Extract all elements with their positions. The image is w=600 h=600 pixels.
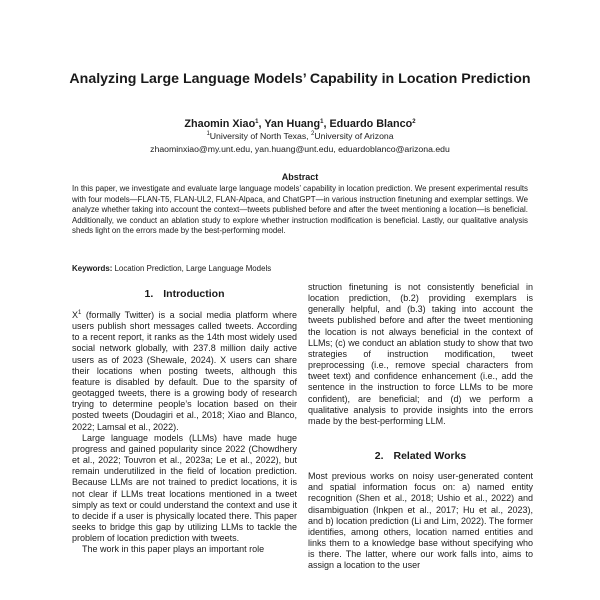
section-heading-introduction [72, 287, 297, 301]
abstract-heading: Abstract [281, 172, 319, 182]
author-name: Zhaomin Xiao [184, 118, 256, 130]
section-number: 1. [144, 288, 154, 300]
left-column [72, 282, 297, 555]
affiliations [60, 131, 540, 142]
intro-x-word: X [72, 310, 79, 320]
keywords-text: Location Prediction, Large Language Models [114, 264, 272, 273]
section-heading-related-works [308, 449, 533, 463]
affiliation-2: University of Arizona [314, 131, 394, 141]
author-name: Yan Huang [264, 118, 321, 130]
intro-paragraph-3: The work in this paper plays an important role [82, 544, 265, 555]
affiliation-1: University of North Texas, [209, 131, 309, 141]
paper-title: Analyzing Large Language Models’ Capability in Location Prediction [69, 71, 531, 87]
author-affil-mark: 2 [412, 119, 416, 125]
section-title: Introduction [163, 288, 225, 300]
section-title: Related Works [393, 450, 467, 463]
affil-mark: 2 [311, 131, 315, 137]
keywords-label: Keywords: [72, 264, 113, 273]
intro-paragraph-1 [72, 310, 297, 433]
footnote-mark: 1 [78, 310, 82, 316]
affil-mark: 1 [206, 131, 210, 137]
right-column [308, 282, 533, 571]
keywords [72, 264, 528, 275]
abstract-text: In this paper, we investigate and evaluate large language models’ capability in location prediction. We present experimental results with four models—FLAN-T5, FLAN-UL2, FLAN-Alpaca, and ChatGPT—in various instruction finetuning and exemplar settings. We analyze whether taking into account the context—tweets published before and after the tweet mentioning a location—is beneficial. Additionally, we conduct an ablation study to explore whether instruction modification is beneficial. Lastly, our qualitative analysis sheds light on the errors made by the best-performing model. [72, 184, 528, 235]
intro-p1-text: (formally Twitter) is a social media platform where users publish short messages called tweets. According to a recent report, it ranks as the 14th most widely used social network globally, with 237.8 million daily active users as of 2023 (Shewale, 2024). X users can share their locations when posting tweets, although this feature is disabled by default. Due to the sparsity of geotagged tweets, there is a growing body of research trying to determine people’s location based on their posted tweets (Doudagiri et al., 2018; Xiao and Blanco, 2022; Lamsal et al., 2022). [72, 310, 297, 432]
intro-paragraph-2: Large language models (LLMs) have made huge progress and gained popularity since 2022 (Chowdhery et al., 2022; Touvron et al., 2023a; Le et al., 2022), but remain underutilized in the field of location prediction. Because LLMs are not trained to predict locations, it is not clear if LLMs treat locations mentioned in a tweet simply as text or could understand the context and use it to decide if a user is physically located there. This paper seeks to bridge this gap by utilizing LLMs to tackle the problem of location prediction with tweets. [72, 432, 297, 544]
author-list: Zhaomin Xiao$^1$, Yan Huang$^1$, Eduardo Blanco$^2$ [184, 118, 416, 130]
author-emails: zhaominxiao@my.unt.edu, yan.huang@unt.edu, eduardoblanco@arizona.edu [150, 144, 450, 154]
author-name: Eduardo Blanco [329, 118, 413, 130]
author-affil-mark: 1 [320, 119, 324, 125]
author-affil-mark: 1 [255, 119, 259, 125]
section-number: 2. [374, 450, 384, 463]
intro-continuation: struction finetuning is not consistently beneficial in location prediction, (b.2) providing exemplars is generally helpful, and (b.3) taking into account the tweets published before and after the tweet mentioning the location is not always beneficial in the context of LLMs; (c) we conduct an ablation study to show that two strategies of instruction modification, tweet preprocessing (i.e., remove special characters from tweet text) and confidence enhancement (i.e., add the sentence in the instruction to force LLMs to be more confident), are beneficial; and (d) we perform a qualitative analysis to provide insights into the errors made by the best-performing LLM. [308, 282, 533, 426]
related-paragraph-1: Most previous works on noisy user-generated content and spatial information focus on: a) named entity recognition (Shen et al., 2018; Ushio et al., 2022) and disambiguation (Inkpen et al., 2017; Hu et al., 2023), and b) location prediction (Li and Lim, 2022). The former identifies, among others, location named entities and links them to a knowledge base without specifying who is there. The latter, where our work falls into, aims to assign a location to the user [308, 471, 533, 571]
